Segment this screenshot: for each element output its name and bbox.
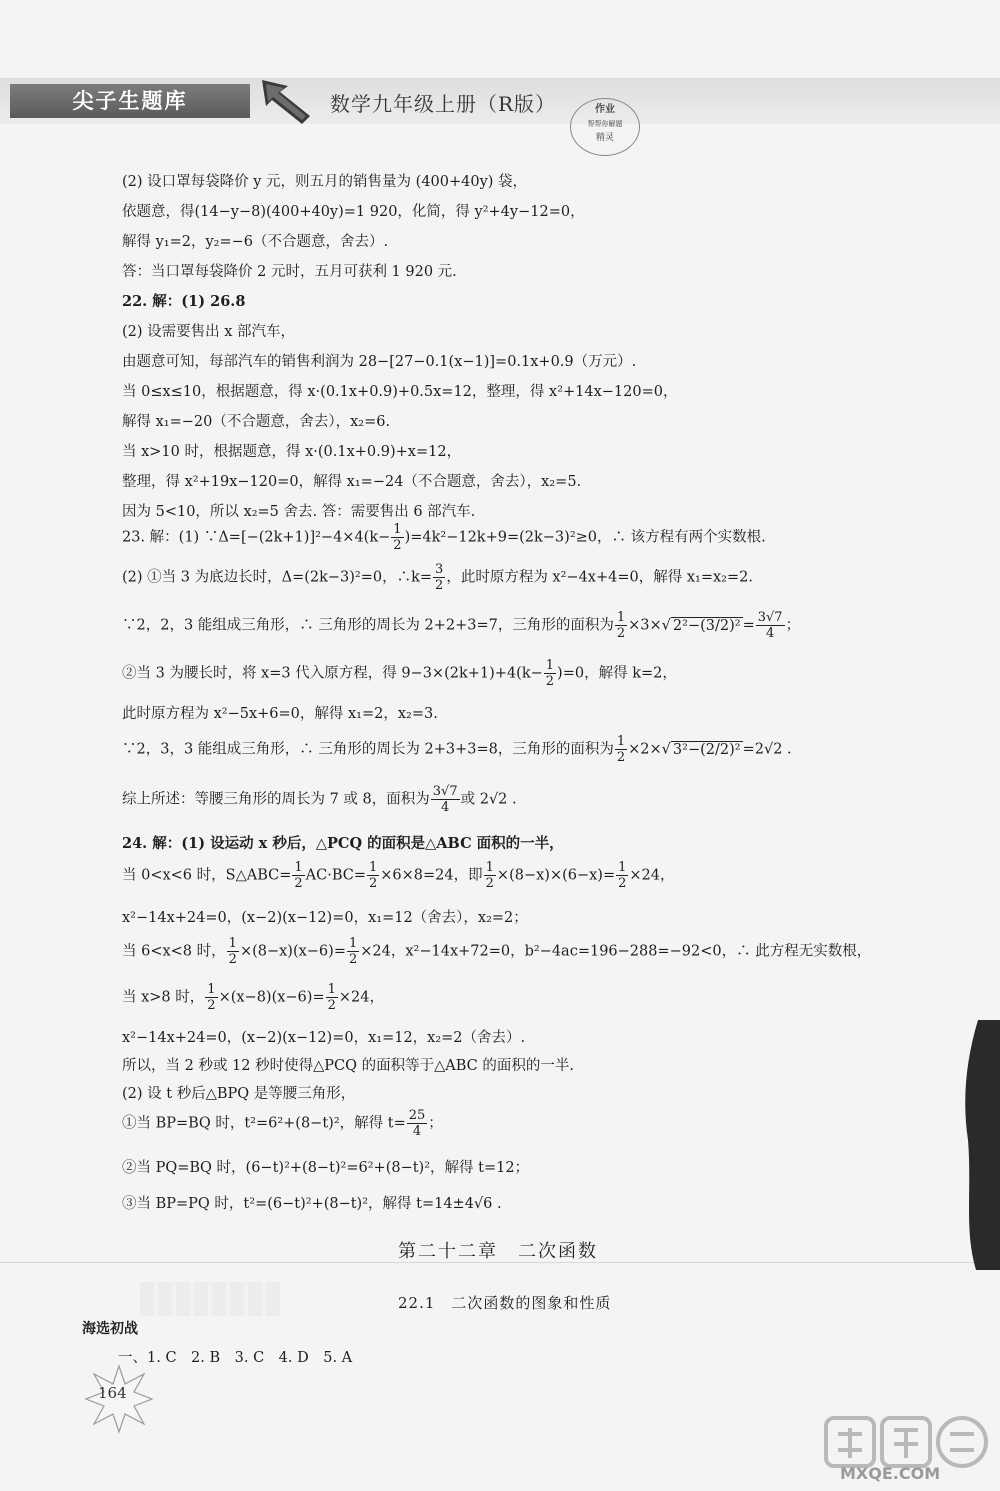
text-segment: 当 x>8 时， [122,989,205,1006]
text-line: x²−14x+24=0，(x−2)(x−12)=0，x₁=12，x₂=2（舍去）. [122,1030,526,1046]
text-segment: ×(8−x)(x−6)= [239,943,346,960]
text-line: (2) 设 t 秒后△BPQ 是等腰三角形， [122,1086,356,1102]
text-segment: ∵2，3，3 能组成三角形，∴ 三角形的周长为 2+3+3=8，三角形的面积为 [122,741,614,758]
text-segment: ①当 BP=BQ 时，t²=6²+(8−t)²，解得 t= [122,1115,406,1132]
faint-watermark [140,1282,280,1316]
text-segment: 或 2√2 . [460,791,517,808]
answer-line: 一、1. C 2. B 3. C 4. D 5. A [118,1350,353,1366]
text-segment: 综上所述：等腰三角形的周长为 7 或 8，面积为 [122,791,430,808]
fraction: $\frac{1}{2}$ [485,860,494,891]
radicand: 2²−(3/2)² [672,617,741,634]
math-line [122,784,517,815]
text-line: ②当 PQ=BQ 时，(6−t)²+(8−t)²=6²+(8−t)²，解得 t=12； [122,1160,530,1176]
text-segment: = [742,617,755,634]
text-line: 当 x>10 时，根据题意，得 x·(0.1x+0.9)+x=12， [122,444,462,460]
fraction: $\frac{1}{2}$ [393,522,402,553]
problem-22-header: 22. 解：(1) 26.8 [122,293,246,310]
math-line: ②当 3 为腰长时，将 x=3 代入原方程，得 9−3×(2k+1)+4(k− $\frac{1}{2}$ )=0，解得 k=2， [122,658,677,689]
radicand: 3²−(2/2)² [672,741,741,758]
fraction: $\frac{1}{2}$ [327,982,336,1013]
section-title: 22.1 二次函数的图象和性质 [398,1294,612,1312]
arrow-icon [258,76,316,126]
text-line: 此时原方程为 x²−5x+6=0，解得 x₁=2，x₂=3. [122,706,438,722]
stamp-logo: 作业 帮帮你解题 精灵 [570,98,640,156]
fraction: $\frac{3√7}{4}$ [757,610,783,641]
text-line: 所以，当 2 秒或 12 秒时使得△PCQ 的面积等于△ABC 的面积的一半. [122,1058,574,1074]
text-segment: ×(x−8)(x−6)= [218,989,325,1006]
text-segment: ×6×8=24，即 [380,867,483,884]
text-line: 依题意，得(14−y−8)(400+40y)=1 920，化简，得 y²+4y−12=0， [122,204,585,220]
text-line: 解得 x₁=−20（不合题意，舍去），x₂=6. [122,414,391,430]
text-line: 答：当口罩每袋降价 2 元时，五月可获利 1 920 元. [122,264,457,280]
text-line: (2) 设口罩每袋降价 y 元，则五月的销售量为 (400+40y) 袋， [122,174,528,190]
text-segment: ×3× [628,617,662,634]
text-segment: =4k²−12k+9=(2k−3)²≥0，∴ 该方程有两个实数根. [410,529,766,546]
text-line: x²−14x+24=0，(x−2)(x−12)=0，x₁=12（舍去），x₂=2； [122,910,528,926]
text-segment: ×24，x²−14x+72=0，b²−4ac=196−288=−92<0，∴ 此方程无实数根， [360,943,872,960]
brand-label: 尖子生题库 [10,84,250,118]
divider [0,1262,1000,1263]
fraction: $\frac{3√7}{4}$ [432,784,458,815]
fraction: $\frac{25}{4}$ [408,1108,426,1139]
fraction: $\frac{1}{2}$ [228,936,237,967]
math-line: ∵2，2，3 能组成三角形，∴ 三角形的周长为 2+2+3=7，三角形的面积为 $\frac{1}{2}$ ×3×√ 2²−(3/2)² = $\frac{3√7}{4}$ ； [122,610,801,641]
text-line: 整理，得 x²+19x−120=0，解得 x₁=−24（不合题意，舍去），x₂=5. [122,474,582,490]
text-line: ③当 BP=PQ 时，t²=(6−t)²+(8−t)²，解得 t=14±4√6 . [122,1196,502,1212]
text-segment: ∵2，2，3 能组成三角形，∴ 三角形的周长为 2+2+3=7，三角形的面积为 [122,617,614,634]
text-segment: ，此时原方程为 x²−4x+4=0，解得 x₁=x₂=2. [446,569,753,586]
text-segment: (2) ①当 3 为底边长时，Δ=(2k−3)²=0，∴k= [122,569,433,586]
fraction: $\frac{1}{2}$ [348,936,358,967]
text-line: 解得 y₁=2，y₂=−6（不合题意，舍去）. [122,234,389,250]
text-segment: =2√2 . [742,741,792,758]
text-segment: ×24， [629,867,675,884]
problem-24-header: 24. 解：(1) 设运动 x 秒后，△PCQ 的面积是△ABC 面积的一半， [122,835,564,852]
text-segment: 当 6<x<8 时， [122,943,226,960]
math-line [122,860,675,891]
subsection-title: 海选初战 [82,1321,138,1337]
math-line: ∵2，3，3 能组成三角形，∴ 三角形的周长为 2+3+3=8，三角形的面积为 $\frac{1}{2}$ ×2×√ 3²−(2/2)² =2√2 . [122,734,792,765]
math-line: 23. 解：(1) ∵Δ=[−(2k+1)]²−4×4(k− $\frac{1}{2}$ )=4k²−12k+9=(2k−3)²≥0，∴ 该方程有两个实数根. [122,522,766,553]
binding-edge [958,1020,1000,1270]
text-line: 当 0≤x≤10，根据题意，得 x·(0.1x+0.9)+0.5x=12，整理，得 x²+14x−120=0， [122,384,678,400]
fraction: $\frac{1}{2}$ [207,982,216,1013]
math-line [122,1108,443,1139]
fraction: $\frac{1}{2}$ [294,860,303,891]
fraction: $\frac{1}{2}$ [616,734,626,765]
math-line [122,936,871,967]
text-line: (2) 设需要售出 x 部汽车， [122,324,296,340]
watermark-url: MXQE.COM [840,1464,941,1483]
text-segment: 23. 解：(1) ∵Δ=[−(2k+1)]²−4×4 [122,529,364,546]
text-segment: k− [521,665,543,682]
math-line [122,562,753,593]
text-segment: ×(8−x)×(6−x)= [496,867,616,884]
text-segment: ×24， [338,989,384,1006]
text-line: 因为 5<10，所以 x₂=5 舍去. 答：需要售出 6 部汽车. [122,504,476,520]
fraction: $\frac{1}{2}$ [545,658,555,689]
text-segment: k− [369,529,391,546]
fraction: $\frac{1}{2}$ [616,610,626,641]
text-segment: ； [428,1115,443,1132]
fraction: $\frac{1}{2}$ [618,860,627,891]
text-segment: =0，解得 k=2， [562,665,677,682]
fraction: $\frac{1}{2}$ [369,860,378,891]
page-number: 164 [98,1384,127,1402]
math-line [122,982,384,1013]
chapter-title: 第二十二章 二次函数 [398,1241,598,1262]
text-segment: AC·BC= [305,867,366,884]
text-segment: 当 0<x<6 时，S△ABC= [122,867,292,884]
fraction: $\frac{3}{2}$ [435,562,444,593]
text-segment: ×2× [628,741,662,758]
book-title: 数学九年级上册（R版） [330,92,557,116]
text-line: 由题意可知，每部汽车的销售利润为 28−[27−0.1(x−1)]=0.1x+0.9（万元）. [122,354,637,370]
text-segment: ②当 3 为腰长时，将 x=3 代入原方程，得 9−3×(2k+1)+4 [122,665,517,682]
